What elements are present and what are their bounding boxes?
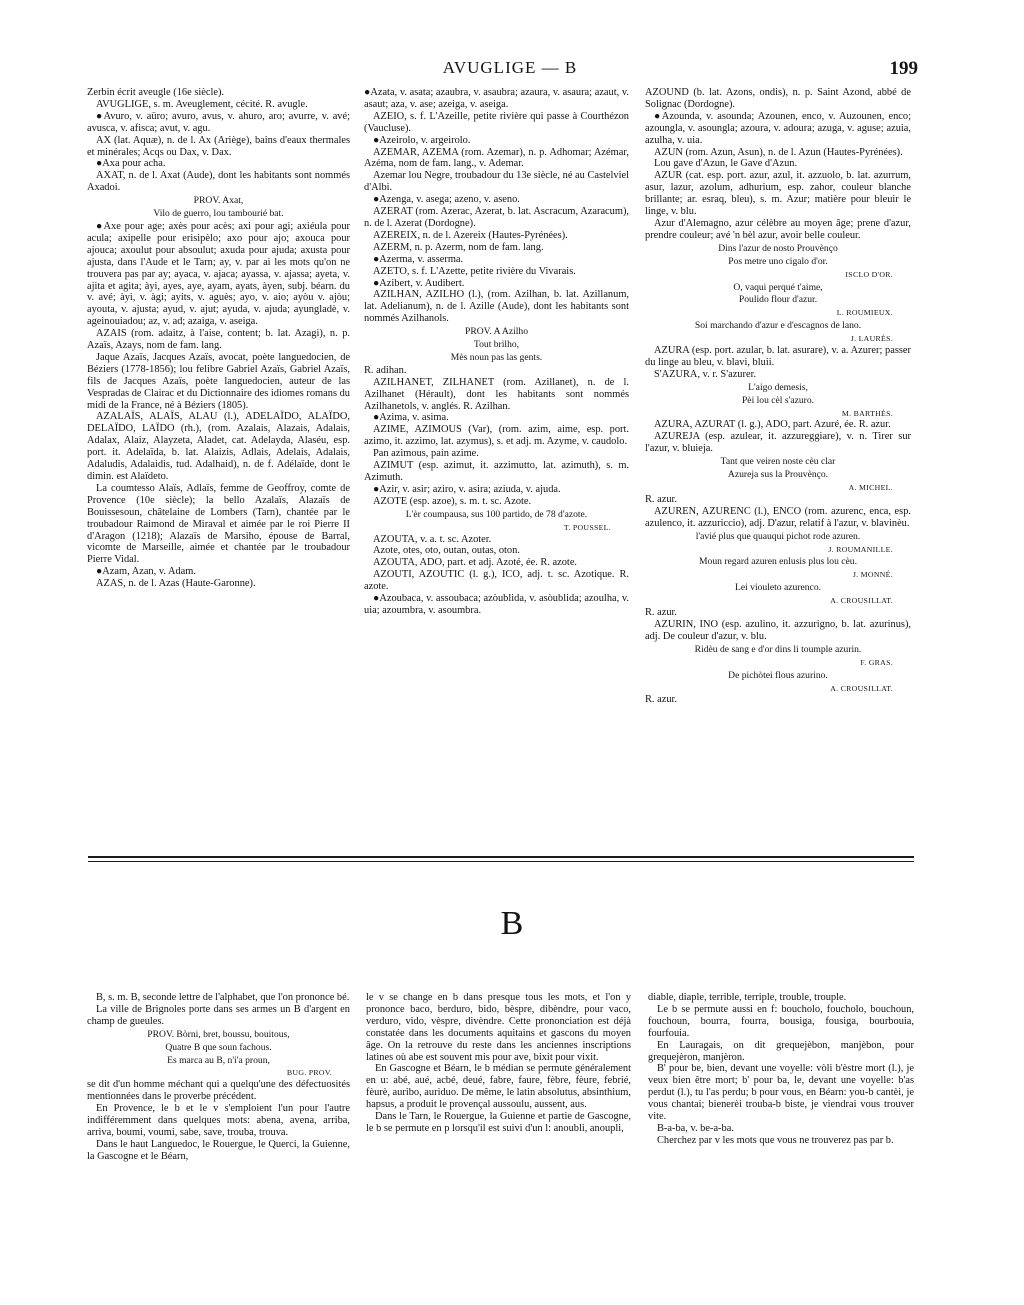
dictionary-entry: AZEIO, s. f. L'Azeille, petite rivière qui passe à Courthézon (Vaucluse).	[364, 110, 629, 134]
dictionary-entry: AZAIS (rom. adaitz, à l'aise, content; b. lat. Azagi), n. p. Azaïs, Azays, nom de fam. lang.	[87, 328, 350, 352]
dictionary-entry: Jaque Azaïs, Jacques Azaïs, avocat, poète languedocien, de Béziers (1778-1856); lou felibre Gabriel Azaïs, Gabriel Azaïs, fils de Jacques Azaïs, poète languedocien, auteur de las Vespradas de Clairac et du Dictionnaire des idiomes romans du midi de la France, né à Béziers (1805).	[87, 351, 350, 411]
dictionary-entry: AXAT, n. de l. Axat (Aude), dont les habitants sont nommés Axadoi.	[87, 170, 350, 194]
quotation-author: T. POUSSEL.	[563, 522, 611, 532]
dictionary-entry: AZALAÏS, ALAÏS, ALAU (l.), ADELAÏDO, ALAÏDO, DELAÏDO, LAÏDO (rh.), (rom. Azalais, Alazais, Adalais, Adalax, Alaiz, Alayzeta, Aladet, cat. Adelayda, Alaséu, esp. port. it. Adelaïda, b. lat. Alaizis, Adlais, Adelais, Adalais, Adaludis, Adalaidis, tud. Adalhaid), n. de f. Adélaïde, dont le dimin. est Alaïdeto.	[87, 411, 350, 482]
dictionary-entry: En Lauragais, on dit grequejèbon, manjèbon, pour grequejèron, manjèron.	[648, 1039, 914, 1063]
dictionary-entry: En Gascogne et Béarn, le b médian se permute généralement en u: abé, aué, acbé, deué, fabre, faure, fèbre, fèure, febrié, fèurè, auribo, auriduo. De même, le latin absolutus, absinthium, hapsus, a produit le provençal aussoulu, aussent, aus.	[366, 1063, 631, 1111]
quotation-author: A. CROUSILLAT.	[830, 596, 893, 606]
quotation-line: Vilo de guerro, lou tambourié bat.	[153, 208, 284, 220]
dictionary-entry: La coumtesso Alaïs, Adlaïs, femme de Geoffroy, comte de Provence (10e siècle); la bello Azalaïs, Alazaïs de Bouissesoun, châtelaine de Lombers (Tarn), chantée par le troubadour Raimond de Miraval et aimée par le roi Pierre II d'Aragon (1218); Alazaïs de Marsiho, épouse de Barral, vicomte de Marseille, aimée et chantée par le troubadour Pierre Vidal.	[87, 482, 350, 566]
running-header	[0, 58, 1024, 84]
quotation-author: J. MONNÉ.	[852, 570, 893, 580]
dictionary-entry: AZETO, s. f. L'Azette, petite rivière du Vivarais.	[373, 265, 576, 277]
dictionary-entry: AZUREJA (esp. azulear, it. azzureggiare), v. n. Tirer sur l'azur, v. bluieja.	[645, 431, 911, 455]
dictionary-entry: Pan azimous, pain azime.	[373, 448, 479, 460]
quotation-line: Poulido flour d'azur.	[738, 294, 818, 306]
quotation-author: A. MICHEL.	[848, 483, 893, 492]
dictionary-entry: B-a-ba, v. be-a-ba.	[657, 1122, 734, 1134]
dictionary-entry: B' pour be, bien, devant une voyelle: vòli b'èstre mort (l.), je veux bien être mort; b' pour ba, le, devant une voyelle: b'as perdut (l.), tu l'as perdu; b pour vous, en Béarn: you-b cantèi, je vous chantai; bienerèi trouba-b biste, je viendrai vous trouver vite.	[648, 1063, 914, 1123]
dictionary-entry: Azote, otes, oto, outan, outas, oton.	[373, 545, 520, 557]
dictionary-entry: Dans le haut Languedoc, le Rouergue, le Querci, la Guienne, la Gascogne et le Béarn,	[87, 1138, 350, 1162]
dictionary-entry: Lou gave d'Azun, le Gave d'Azun.	[654, 158, 798, 170]
quotation-line: Tout brilho,	[473, 339, 520, 351]
dictionary-entry: AZURA (esp. port. azular, b. lat. asurare), v. a. Azurer; passer du linge au bleu, v. blavi, bluii.	[645, 345, 911, 368]
dictionary-entry: AZOUTA, ADO, part. et adj. Azoté, ée. R. azote.	[373, 557, 578, 569]
dictionary-entry: AZUR (cat. esp. port. azur, azul, it. azzuolo, b. lat. azurrum, asur, lazur, azolum, adhurium, esp. zahor, couleur blanche brillante; ar. esraq, bleu), s. m. Azur; matière pour bleuir le linge, v. blu.	[645, 170, 911, 218]
dictionary-entry: R. azur.	[645, 694, 678, 706]
dictionary-entry: R. adihan.	[364, 364, 407, 376]
dictionary-entry: S'AZURA, v. r. S'azurer.	[654, 368, 757, 380]
quotation-line: Moun regard azuren enlusis plus lou cèu.	[699, 556, 857, 568]
dictionary-entry: AZOUTA, v. a. t. sc. Azoter.	[373, 533, 492, 545]
quotation-line: L'aigo demesis,	[748, 381, 808, 393]
dictionary-entry: le v se change en b dans presque tous les mots, et l'on y prononce baco, berduro, bido, bèspre, dibèndre, pour vaco, verduro, vido, vèspre, divèndre. Cette prononciation est déjà constatée dans les documents aquitains et gascons du moyen âge. On la retrouve du reste dans les anciennes inscriptions latines où abe est souvent mis pour ave, bixit pour vixit.	[366, 992, 631, 1063]
dictionary-entry: ●Axa pour acha.	[96, 158, 166, 170]
dictionary-entry: AZILHANET, ZILHANET (rom. Azillanet), n. de l. Azilhanet (Hérault), dont les habitants sont nommés Azilhanetols, v. anglés. R. Azilhan.	[364, 376, 629, 412]
dictionary-entry: Dans le Tarn, le Rouergue, la Guienne et partie de Gascogne, le b se permute en p lorsqu'il est suivi d'un l: anoubli, anoupli,	[366, 1111, 631, 1134]
dictionary-entry: ●Azir, v. asir; aziro, v. asira; aziuda, v. ajuda.	[373, 483, 561, 495]
column-top-left	[87, 87, 350, 590]
dictionary-entry: R. azur.	[645, 493, 678, 505]
dictionary-entry: AZILHAN, AZILHO (l.), (rom. Azilhan, b. lat. Azillanum, lat. Adelianum), n. de l. Azille (Aude), dont les habitants sont nommés Azilhanols.	[364, 289, 629, 325]
dictionary-entry: Le b se permute aussi en f: boucholo, foucholo, bouchoun, fouchoun, bourra, fourra, bousiga, fousiga, bourbouia, fourfouia.	[648, 1003, 914, 1039]
quotation-author: J. ROUMANILLE.	[828, 544, 893, 554]
column-bottom-middle	[366, 992, 631, 1135]
column-top-right	[645, 87, 911, 706]
dictionary-entry: AZAS, n. de l. Azas (Haute-Garonne).	[96, 578, 256, 590]
quotation-line: De pichòtei flous azurino.	[728, 669, 828, 681]
dictionary-entry: diable, diaple, terrible, terriple, trouble, trouple.	[648, 992, 847, 1003]
dictionary-entry: ●Azounda, v. asounda; Azounen, enco, v. Auzounen, enco; azoungla, v. asoungla; azoura, v. adoura; azuga, v. aguse; azuia, azulha, v. uia.	[645, 110, 911, 146]
dictionary-entry: ●Azoubaca, v. assoubaca; azòublida, v. asòublida; azoulha, v. uia; azoumbra, v. asoumbra.	[364, 593, 629, 616]
quotation-line: Es marca au B, n'i'a proun,	[167, 1054, 270, 1066]
dictionary-entry: Azur d'Alemagno, azur célèbre au moyen âge; prene d'azur, prendre couleur; avé 'n bèl azur, avoir belle couleur.	[645, 217, 911, 241]
dictionary-entry: B, s. m. B, seconde lettre de l'alphabet, que l'on prononce bé.	[96, 992, 350, 1003]
dictionary-entry: se dit d'un homme méchant qui a quelqu'une des défectuosités mentionnées dans le proverbe précédent.	[87, 1079, 350, 1103]
dictionary-entry: ●Azata, v. asata; azaubra, v. asaubra; azaura, v. asaura; azaut, v. asaut; aza, v. ase; azeiga, v. aseiga.	[364, 87, 629, 110]
quotation-line: l'avié plus que quauqui pichot rode azuren.	[695, 530, 861, 542]
quotation-line: Ridèu de sang e d'or dins li toumple azurin.	[694, 643, 862, 655]
page-number: 199	[889, 58, 918, 79]
dictionary-entry: AZIME, AZIMOUS (Var), (rom. azim, aime, esp. port. azimo, it. azzimo, lat. azymus), s. et adj. m. Azyme, v. caudolo.	[364, 424, 629, 448]
dictionary-entry: ●Azerma, v. asserma.	[373, 253, 464, 265]
dictionary-entry: AZERAT (rom. Azerac, Azerat, b. lat. Ascracum, Azaracum), n. de l. Azerat (Dordogne).	[364, 206, 629, 229]
quotation-author: BUG. PROV.	[286, 1068, 332, 1078]
dictionary-entry: AZURIN, INO (esp. azulino, it. azzurigno, b. lat. azurinus), adj. De couleur d'azur, v. blu.	[645, 618, 911, 642]
dictionary-entry: AZURA, AZURAT (l. g.), ADO, part. Azuré, ée. R. azur.	[654, 419, 891, 431]
quotation-author: J. LAURÈS.	[850, 334, 893, 344]
quotation-author: ISCLO D'OR.	[845, 269, 893, 279]
quotation-line: Pos metre uno cigalo d'or.	[728, 255, 828, 267]
quotation-line: Mès noun pas las gents.	[450, 351, 543, 363]
quotation-author: M. BARTHÉS.	[841, 408, 893, 418]
quotation-line: Tant que veiren noste cèu clar	[720, 456, 836, 468]
dictionary-entry: AZERM, n. p. Azerm, nom de fam. lang.	[373, 241, 544, 253]
dictionary-entry: ●Azam, Azan, v. Adam.	[96, 566, 196, 578]
dictionary-entry: En Provence, le b et le v s'emploient l'un pour l'autre indifféremment dans quelques mots: abena, avena, arriba, arriva, boumi, voumi, sabe, save, trouba, trouva.	[87, 1103, 350, 1138]
quotation-line: Quatre B que soun fachous.	[165, 1041, 272, 1053]
quotation-line: Dins l'azur de nosto Prouvènço	[718, 242, 838, 254]
quotation-author: F. GRAS.	[860, 657, 893, 667]
dictionary-entry: AZOUND (b. lat. Azons, ondis), n. p. Saint Azond, abbé de Solignac (Dordogne).	[645, 87, 911, 110]
quotation-line: Azureja sus la Prouvènço.	[727, 469, 829, 481]
dictionary-entry: ●Azibert, v. Audibert.	[373, 277, 465, 289]
dictionary-entry: Zerbin écrit aveugle (16e siècle).	[87, 87, 225, 98]
dictionary-entry: AZUN (rom. Azun, Asun), n. de l. Azun (Hautes-Pyrénées).	[654, 146, 903, 158]
quotation-author: A. CROUSILLAT.	[830, 683, 893, 693]
column-top-middle	[364, 87, 629, 617]
dictionary-entry: AZOUTI, AZOUTIC (l. g.), ICO, adj. t. sc. Azotique. R. azote.	[364, 569, 629, 593]
quotation-line: Pèi lou cèl s'azuro.	[741, 394, 815, 406]
dictionary-entry: La ville de Brignoles porte dans ses armes un B d'argent en champ de gueules.	[87, 1003, 350, 1027]
quotation-line: O, vaqui perqué t'aime,	[733, 281, 823, 293]
dictionary-entry: ●Axe pour age; axès pour acès; axi pour agi; axiéula pour acula; axipelle pour erisipèlo; axo pour ajo; axouca pour ajouca; axoulut pour absoulut; axuda pour ajuda; axusta pour ajusta, dans l'Aude et le Tarn; ay, v. par ai les mots qu'on ne trouvera pas par ay; ayaca, v. ajaca; ayassa, v. ajassa; ayeta, v. ajita et agita; àyi, ayes, aye, ayam, ayats, àyen, subj. béarn. du v. avé; àyi, v. àgi; ayits, v. aguès; ayo, v. aio; ayòu v. ajòu; ayouta, v. ajusta; ayud, v. ajut; ayuda, v. ajuda; ayungladè, v. ageinouiadou; az, v. ad; azaiga, v. aseiga.	[87, 220, 350, 328]
quotation-line: Lei viouleto azurenco.	[734, 582, 822, 594]
dictionary-entry: ●Avuro, v. aüro; avuro, avus, v. ahuro, aro; avurre, v. avé; avusca, v. afisca; avut, v. agu.	[87, 110, 350, 134]
dictionary-entry: Cherchez par v les mots que vous ne trouverez pas par b.	[657, 1134, 894, 1146]
section-rule-thin	[88, 861, 914, 862]
section-letter: B	[500, 905, 524, 942]
quotation-author: L. ROUMIEUX.	[836, 308, 893, 318]
running-title: AVUGLIGE — B	[442, 58, 578, 77]
dictionary-entry: AZUREN, AZURENC (l.), ENCO (rom. azurenc, enca, esp. azulenco, it. azzuriccio), adj. D'azur, relatif à l'azur, v. blavinèu.	[645, 505, 911, 529]
quotation-line: PROV. Axat,	[193, 195, 244, 207]
dictionary-entry: AZOTE (esp. azoe), s. m. t. sc. Azote.	[373, 495, 532, 507]
dictionary-entry: ●Azeirolo, v. argeirolo.	[373, 134, 471, 146]
dictionary-entry: ●Azima, v. asima.	[373, 412, 449, 424]
quotation-line: PROV. A Azilho	[465, 326, 528, 338]
quotation-line: L'èr coumpausa, sus 100 partido, de 78 d'azote.	[405, 508, 588, 520]
dictionary-entry: AVUGLIGE, s. m. Aveuglement, cécité. R. avugle.	[96, 98, 308, 110]
dictionary-entry: R. azur.	[645, 607, 678, 619]
section-rule-thick	[88, 856, 914, 858]
dictionary-entry: AZEREIX, n. de l. Azereix (Hautes-Pyrénées).	[373, 229, 568, 241]
dictionary-entry: Azemar lou Negre, troubadour du 13e siècle, né au Castelviel d'Albi.	[364, 170, 629, 194]
dictionary-entry: AZEMAR, AZEMA (rom. Azemar), n. p. Adhomar; Azémar, Azéma, nom de fam. lang., v. Ademar.	[364, 146, 629, 170]
dictionary-entry: AX (lat. Aquæ), n. de l. Ax (Ariège), bains d'eaux thermales et minérales; Acqs ou Dax, v. Dax.	[87, 134, 350, 158]
column-bottom-left	[87, 992, 350, 1163]
column-bottom-right	[648, 992, 914, 1147]
quotation-line: Soi marchando d'azur e d'escagnos de lano.	[694, 320, 862, 332]
dictionary-entry: AZIMUT (esp. azimut, it. azzimutto, lat. azimuth), s. m. Azimuth.	[364, 460, 629, 483]
quotation-line: PROV. Bòrni, bret, boussu, bouitous,	[147, 1028, 290, 1040]
dictionary-entry: ●Azenga, v. asega; azeno, v. aseno.	[373, 194, 520, 206]
